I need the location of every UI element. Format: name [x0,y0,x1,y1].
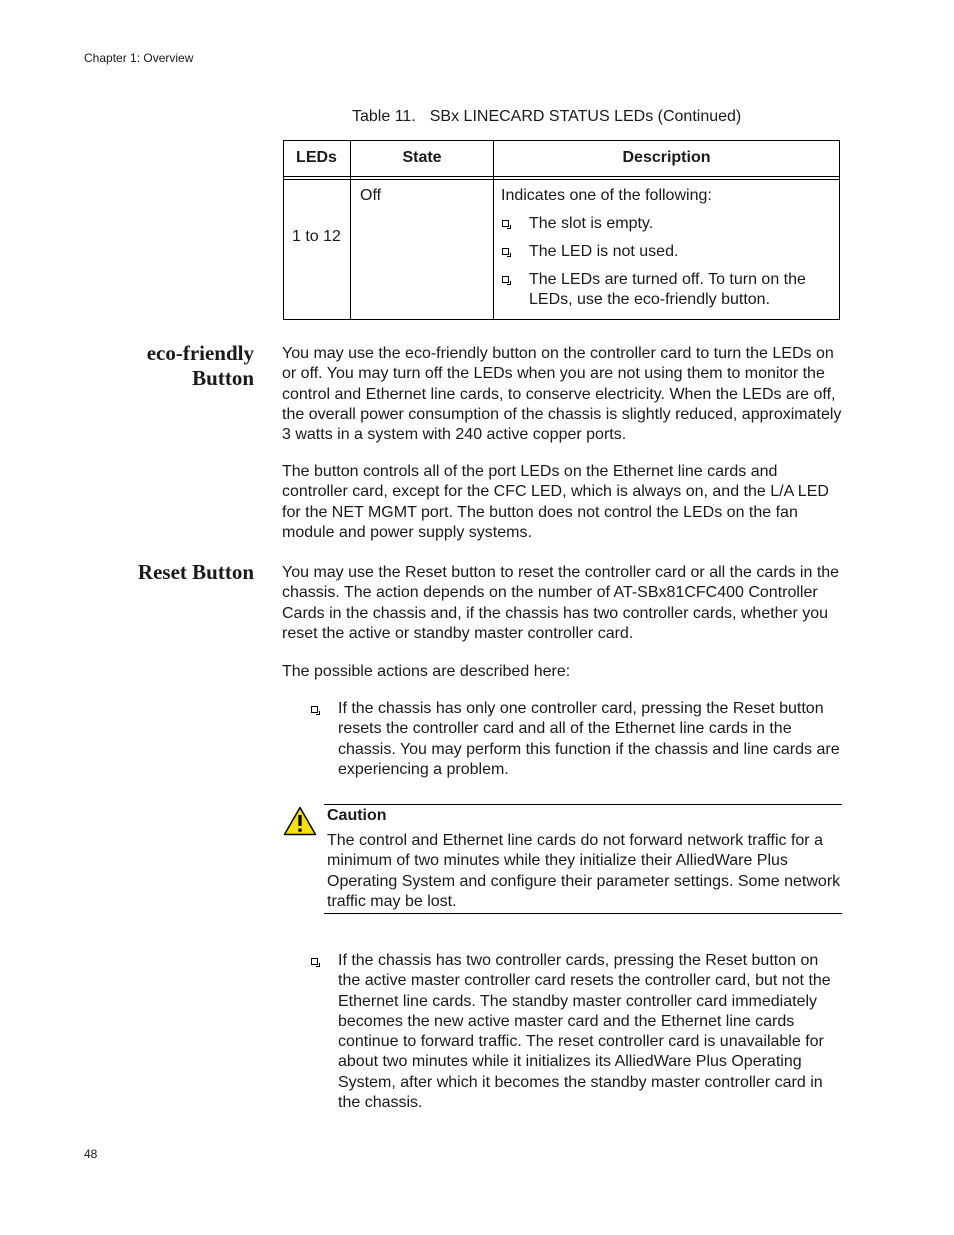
cell-leds: 1 to 12 [292,228,341,245]
section-heading-reset-button: Reset Button [137,560,254,584]
list-item: If the chassis has only one controller card, pressing the Reset button resets the controller card and all of the Ethernet line cards in the chassis. You may perform this function if the chassis and line cards are experiencing a problem. [338,700,840,778]
page-number: 48 [84,1147,98,1161]
running-head: Chapter 1: Overview [84,51,194,65]
table-caption-title: SBx LINECARD STATUS LEDs (Continued) [429,108,742,125]
description-item: The slot is empty. [529,215,654,232]
paragraph: You may use the Reset button to reset the controller card or all the cards in the chassis. The action depends on the number of AT-SBx81CFC400 Controller Cards in the chassis and, if the chassis has two controller cards, whether you reset the active or standby master controller card. [282,564,840,642]
table-caption-number: Table 11. [352,108,416,125]
led-status-table [283,140,840,320]
list-item: If the chassis has two controller cards, pressing the Reset button on the active master controller card resets the controller card, but not the Ethernet line cards. The standby master controller card immediately becomes the new active master card and the Ethernet line cards continue to forward traffic. The reset controller card is unavailable for about two minutes while it initializes its AlliedWare Plus Operating System, after which it becomes the standby master controller card in the chassis. [338,952,831,1112]
table-caption [352,108,741,126]
heading-line: eco-friendly [146,341,254,365]
square-bullet-icon [311,958,318,965]
description-item: The LED is not used. [529,243,679,260]
column-header-state: State [402,149,442,166]
description-item: The LEDs are turned off. To turn on the LEDs, use the eco-friendly button. [529,271,806,308]
heading-line: Button [192,366,254,390]
cell-description-intro: Indicates one of the following: [501,187,712,204]
paragraph: You may use the eco-friendly button on the controller card to turn the LEDs on or off. You may turn off the LEDs when you are not using them to monitor the control and Ethernet line cards, to conserve electricity. When the LEDs are off, the overall power consumption of the chassis is slightly reduced, approximately 3 watts in a system with 240 active copper ports. [282,345,842,444]
caution-bottom-rule [324,913,842,914]
column-header-description: Description [622,149,711,166]
cell-state: Off [360,187,382,204]
caution-title: Caution [327,807,387,824]
column-header-leds: LEDs [296,149,337,166]
caution-text: The control and Ethernet line cards do not forward network traffic for a minimum of two minutes while they initialize their AlliedWare Plus Operating System and configure their parameter settings. Some network traffic may be lost. [327,832,841,910]
square-bullet-icon [502,220,509,227]
paragraph: The possible actions are described here: [282,663,571,680]
caution-top-rule [324,804,842,805]
warning-triangle-icon [283,806,317,836]
square-bullet-icon [502,276,509,283]
square-bullet-icon [502,248,509,255]
square-bullet-icon [311,706,318,713]
paragraph: The button controls all of the port LEDs on the Ethernet line cards and controller card, except for the CFC LED, which is always on, and the L/A LED for the NET MGMT port. The button does not control the LEDs on the fan module and power supply systems. [282,463,829,541]
section-heading-eco-friendly [147,341,254,391]
